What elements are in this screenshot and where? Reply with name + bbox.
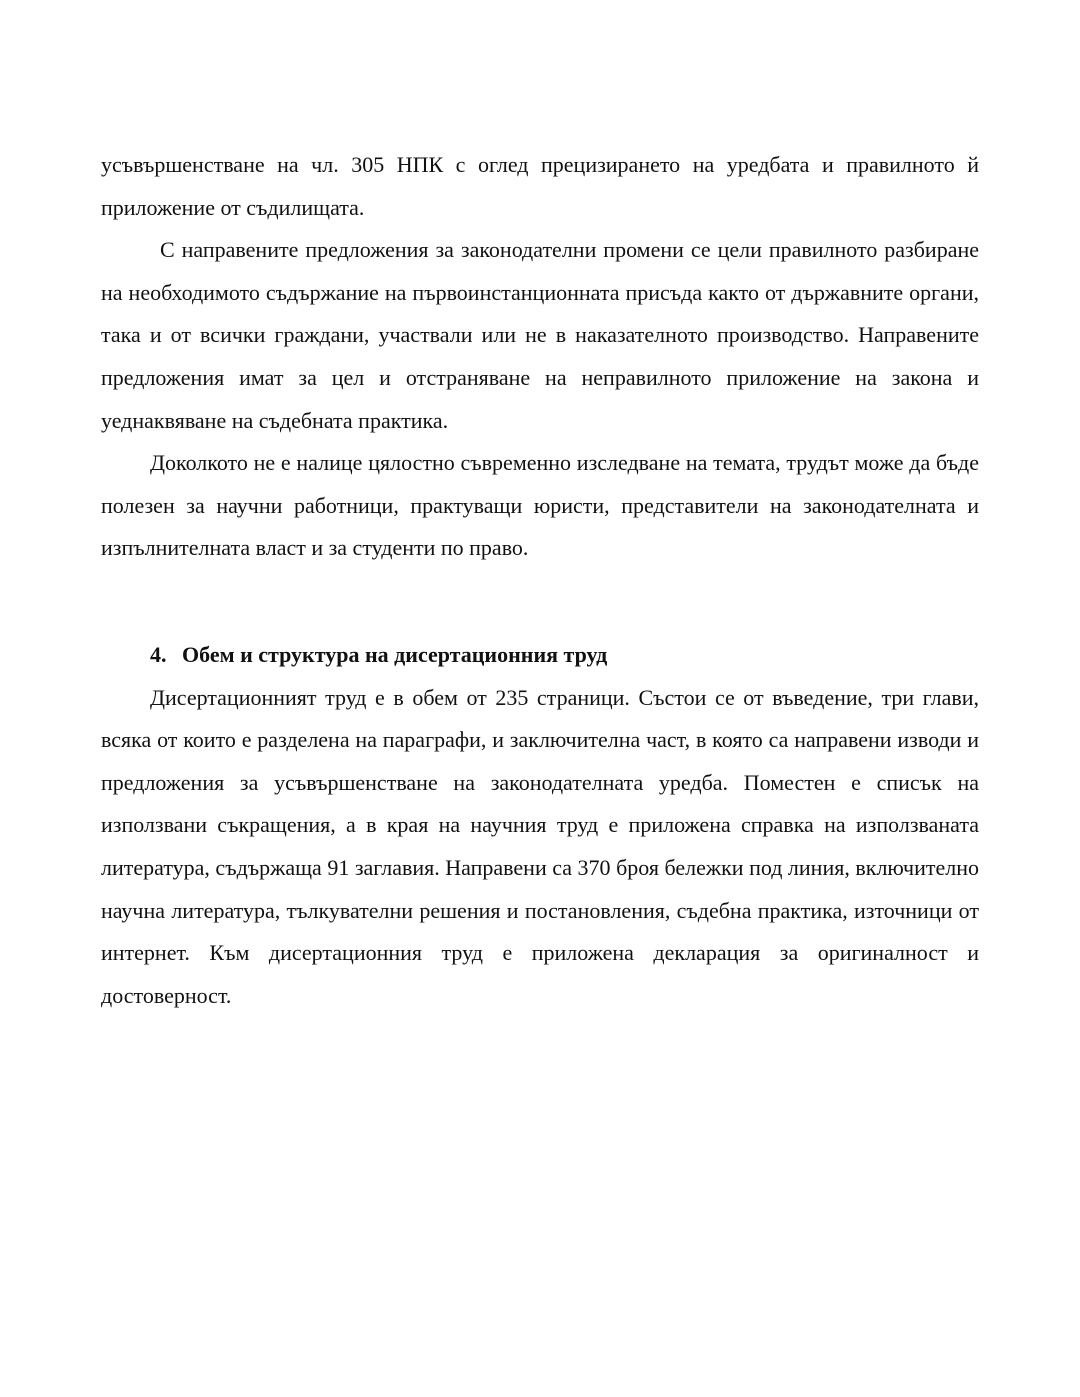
section-spacer [101,570,979,634]
section-number: 4. [150,641,167,667]
document-body [101,144,979,1017]
paragraph-proposals: С направените предложения за законодателни промени се цели правилното разбиране на необходимото съдържание на първоинстанционната присъда както от държавните органи, така и от всички граждани, участвали или не в наказателното производство. Направените предложения имат за цел и отстраняване на неправилното приложение на закона и уеднаквяване на съдебната практика. [101,237,979,433]
section-heading [101,634,979,677]
paragraph-usefulness: Доколкото не е налице цялостно съвременно изследване на темата, трудът може да бъде полезен за научни работници, практуващи юристи, представители на законодателната и изпълнителната власт и за студенти по право. [101,450,979,561]
paragraph-volume-structure: Дисертационният труд е в обем от 235 страници. Състои се от въведение, три глави, всяка от които е разделена на параграфи, и заключителна част, в която са направени изводи и предложения за усъвършенстване на законодателната уредба. Поместен е списък на използвани съкращения, а в края на научния труд е приложена справка на използваната литература, съдържаща 91 заглавия. Направени са 370 броя бележки под линия, включително научна литература, тълкувателни решения и постановления, съдебна практика, източници от интернет. Към дисертационния труд е приложена декларация за оригиналност и достоверност. [101,684,979,1008]
paragraph-continuation: усъвършенстване на чл. 305 НПК с оглед прецизирането на уредбата и правилното й приложение от съдилищата. [101,152,979,220]
section-title: Обем и структура на дисертационния труд [182,641,608,667]
